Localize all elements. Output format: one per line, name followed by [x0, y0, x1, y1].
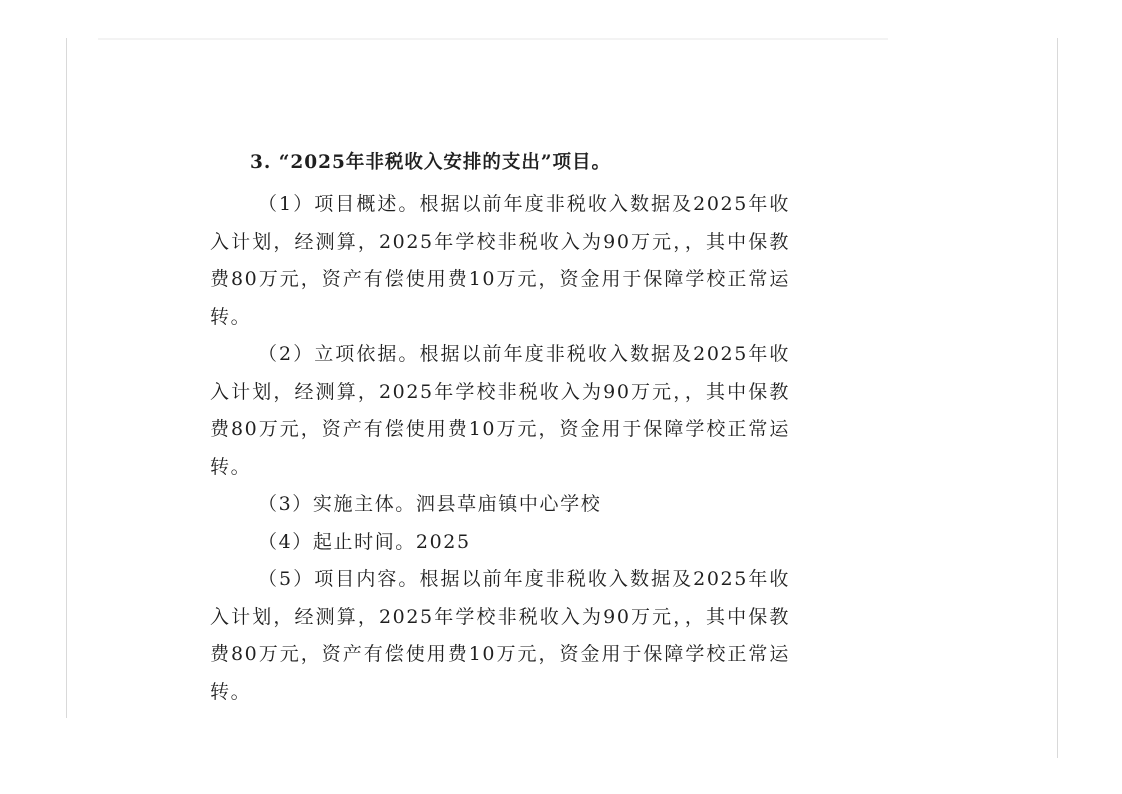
- page-right-border: [1057, 38, 1058, 758]
- paragraph-period: （4）起止时间。2025: [258, 530, 471, 553]
- viewer-bottom-margin: [0, 718, 990, 794]
- paragraph-basis: （2）立项依据。根据以前年度非税收入数据及2025年收入计划，经测算，2025年学校非税收入为90万元，，其中保教费80万元，资产有偿使用费10万元，资金用于保障学校正常运转。: [210, 343, 790, 478]
- document-body: [210, 148, 790, 786]
- paragraph-implementer: （3）实施主体。泗县草庙镇中心学校: [258, 493, 602, 515]
- document-page: [67, 40, 1057, 758]
- paragraph-overview: （1）项目概述。根据以前年度非税收入数据及2025年收入计划，经测算，2025年学校非税收入为90万元，，其中保教费80万元，资产有偿使用费10万元，资金用于保障学校正常运转。: [210, 193, 790, 328]
- section-heading: 3. “2025年非税收入安排的支出”项目。: [250, 152, 612, 173]
- paragraph-content: （5）项目内容。根据以前年度非税收入数据及2025年收入计划，经测算，2025年学校非税收入为90万元，，其中保教费80万元，资产有偿使用费10万元，资金用于保障学校正常运转。: [210, 568, 790, 703]
